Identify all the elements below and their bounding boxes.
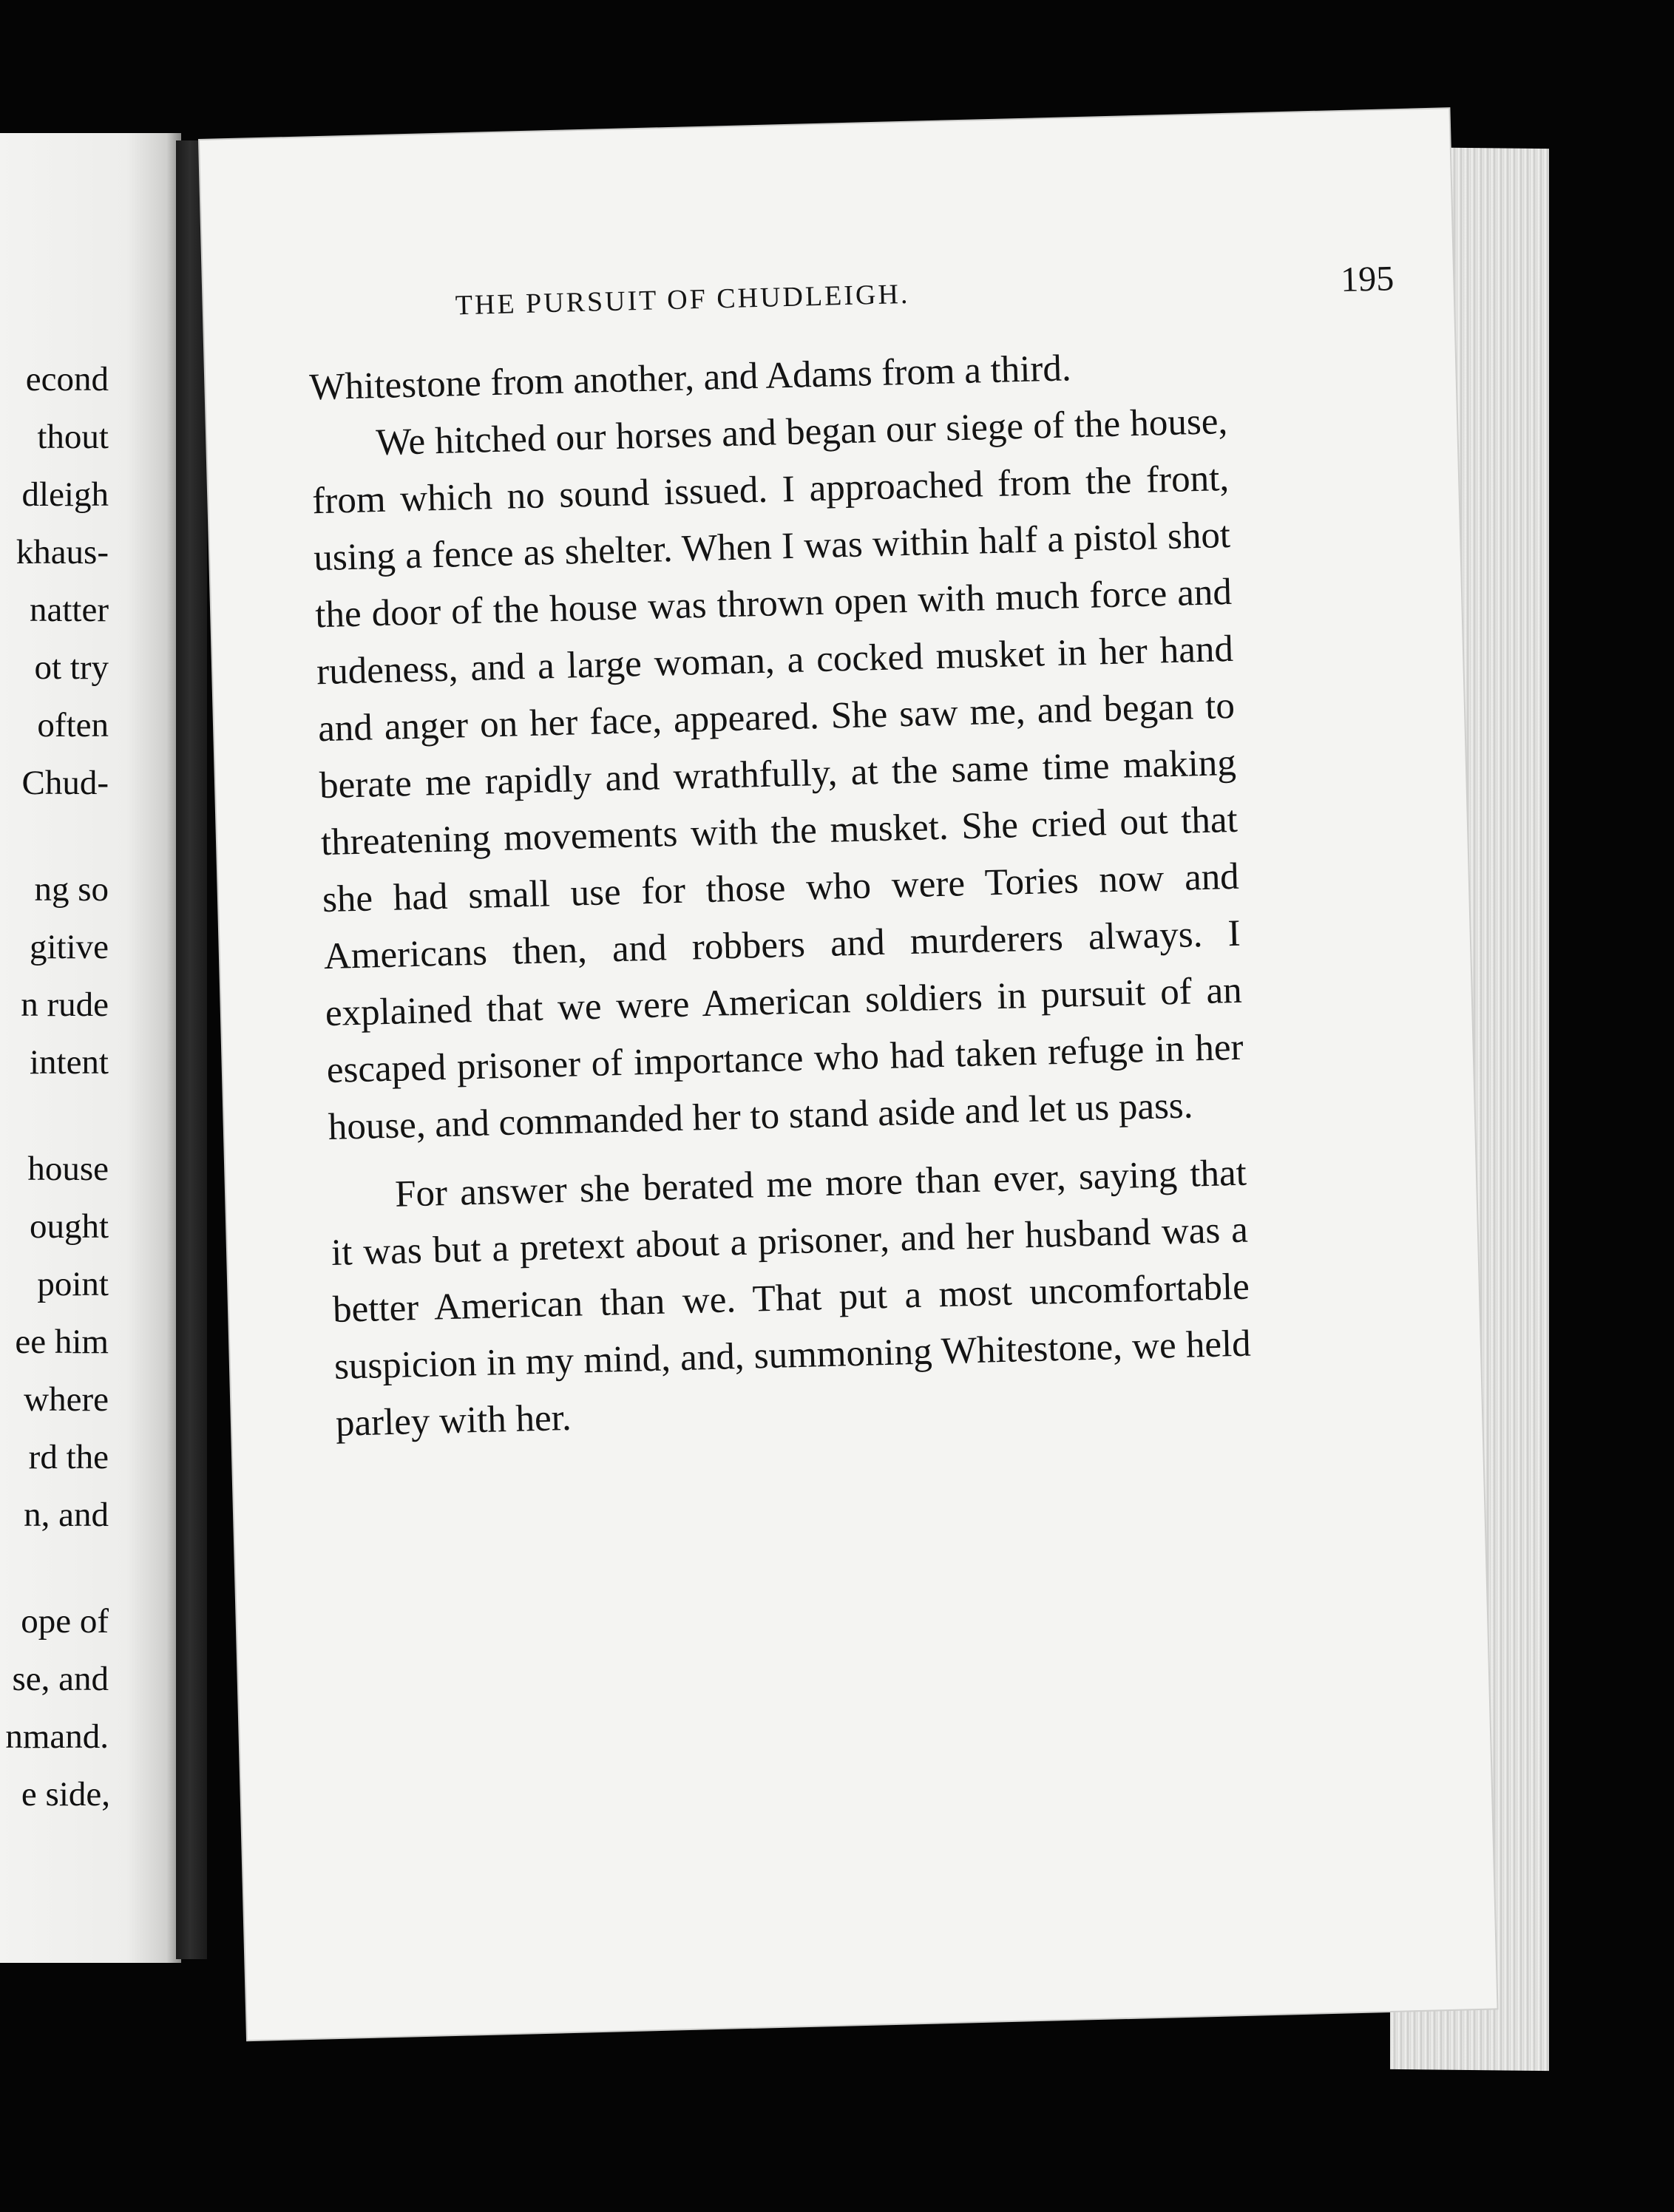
left-line: ng so <box>34 870 109 909</box>
left-line: n rude <box>21 985 109 1024</box>
left-line: intent <box>29 1043 109 1082</box>
left-line: khaus- <box>16 533 109 571</box>
left-line: gitive <box>29 928 109 966</box>
page-number: 195 <box>1340 259 1395 300</box>
right-page <box>200 109 1497 2040</box>
left-line: se, and <box>12 1660 109 1698</box>
left-line: ought <box>29 1207 109 1246</box>
left-line: rd the <box>28 1438 109 1476</box>
left-line: ot try <box>34 648 109 687</box>
left-line: dleigh <box>21 475 109 514</box>
left-line: natter <box>30 591 109 629</box>
left-line: nmand. <box>5 1717 109 1756</box>
paragraph: Whitestone from another, and Adams from a third. <box>308 347 1072 409</box>
left-line: point <box>37 1265 109 1303</box>
left-page <box>0 133 181 1963</box>
left-line: house <box>27 1150 109 1188</box>
left-line: ee him <box>15 1323 109 1361</box>
left-line: Chud- <box>21 764 109 802</box>
running-head: THE PURSUIT OF CHUDLEIGH. <box>455 278 910 322</box>
left-line: e side, <box>21 1775 110 1814</box>
paragraph: For answer she berated me more than ever, saying that it was but a pretext about a prisoner, and her husband was a better American than we. That put a most uncomfortable suspicion in my mind, and, summoning Whitestone, we held parley with her. <box>331 1152 1252 1445</box>
left-line: econd <box>25 360 109 398</box>
left-line: thout <box>37 418 109 456</box>
left-line: where <box>24 1380 109 1419</box>
left-line: n, and <box>24 1496 109 1534</box>
left-line: ope of <box>21 1602 109 1641</box>
page-header <box>455 258 1395 333</box>
paragraph: We hitched our horses and began our siege of the house, from which no sound issued. I approached from the front, using a fence as shelter. When I was within half a pistol shot the door of the house was thrown open with much force and rudeness, and a large woman, a cocked musket in her hand and anger on her face, appeared. She saw me, and began to berate me rapidly and wrathfully, at the same time making threatening movements with the musket. She cried out that she had small use for those who were Tories now and Americans then, and robbers and murderers always. I explained that we were American soldiers in pursuit of an escaped prisoner of importance who had taken refuge in her house, and commanded her to stand aside and let us pass. <box>311 400 1244 1149</box>
body-text <box>309 336 1253 1453</box>
left-line: often <box>37 706 109 744</box>
book-gutter <box>176 140 207 1959</box>
